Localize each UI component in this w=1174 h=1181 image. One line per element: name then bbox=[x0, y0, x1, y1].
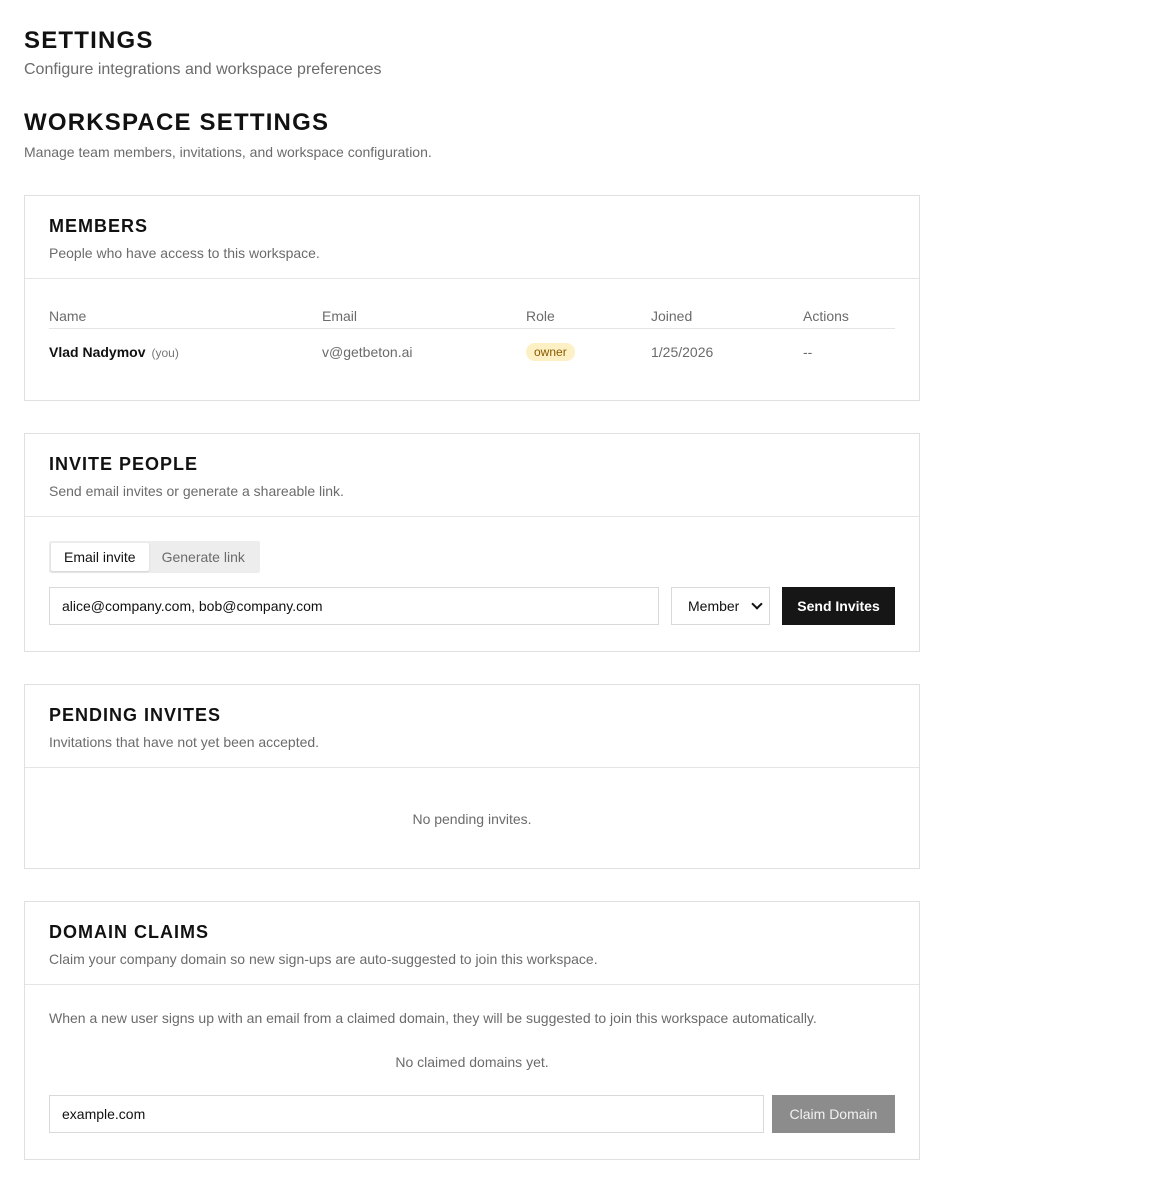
members-table-header bbox=[49, 301, 895, 329]
pending-header bbox=[25, 685, 919, 768]
pending-description: Invitations that have not yet been accepted. bbox=[49, 734, 320, 750]
members-table bbox=[49, 301, 895, 375]
member-joined: 1/25/2026 bbox=[651, 344, 714, 360]
column-header-joined: Joined bbox=[651, 307, 693, 324]
domain-body bbox=[25, 985, 919, 1157]
domain-info-text: When a new user signs up with an email from a claimed domain, they will be suggested to join this workspace automatically. bbox=[49, 1010, 817, 1026]
page-title: SETTINGS bbox=[24, 27, 154, 54]
column-header-actions: Actions bbox=[803, 307, 849, 324]
member-email: v@getbeton.ai bbox=[322, 344, 413, 360]
invite-description: Send email invites or generate a shareable link. bbox=[49, 483, 344, 499]
invite-header bbox=[25, 434, 919, 517]
invite-email-input[interactable] bbox=[49, 587, 659, 625]
invite-form-row bbox=[49, 587, 895, 625]
role-badge: owner bbox=[526, 343, 575, 361]
members-header bbox=[25, 196, 919, 279]
claim-domain-button[interactable]: Claim Domain bbox=[772, 1095, 895, 1133]
pending-invites-card bbox=[24, 684, 920, 869]
members-description: People who have access to this workspace. bbox=[49, 245, 320, 261]
page-subtitle: Configure integrations and workspace preferences bbox=[24, 61, 382, 78]
send-invites-button[interactable]: Send Invites bbox=[782, 587, 895, 625]
invite-title: INVITE PEOPLE bbox=[49, 454, 199, 474]
domain-claims-card bbox=[24, 901, 920, 1160]
invite-card bbox=[24, 433, 920, 652]
pending-empty-message: No pending invites. bbox=[412, 811, 532, 827]
member-role-cell bbox=[526, 343, 651, 361]
members-card bbox=[24, 195, 920, 401]
invite-body bbox=[25, 517, 919, 649]
role-select-value: Member bbox=[688, 598, 740, 614]
column-header-email: Email bbox=[322, 307, 358, 324]
workspace-settings-subtitle: Manage team members, invitations, and workspace configuration. bbox=[24, 144, 432, 160]
settings-page bbox=[24, 28, 920, 1160]
tab-generate-link[interactable]: Generate link bbox=[161, 549, 245, 565]
column-header-role: Role bbox=[526, 307, 555, 324]
pending-body bbox=[25, 768, 919, 852]
domain-title: DOMAIN CLAIMS bbox=[49, 922, 209, 942]
tab-email-invite[interactable]: Email invite bbox=[51, 543, 149, 571]
domain-empty-message: No claimed domains yet. bbox=[395, 1054, 549, 1070]
workspace-settings-title: WORKSPACE SETTINGS bbox=[24, 109, 330, 136]
member-name-cell bbox=[49, 344, 322, 360]
member-name: Vlad Nadymov bbox=[49, 344, 146, 360]
table-row bbox=[49, 329, 895, 375]
member-actions: -- bbox=[803, 344, 813, 360]
invite-tabs bbox=[49, 541, 260, 573]
chevron-down-icon bbox=[751, 598, 762, 609]
members-body bbox=[25, 279, 919, 399]
domain-header bbox=[25, 902, 919, 985]
domain-description: Claim your company domain so new sign-ups are auto-suggested to join this workspace. bbox=[49, 951, 598, 967]
column-header-name: Name bbox=[49, 307, 87, 324]
invite-role-select[interactable] bbox=[671, 587, 770, 625]
domain-form-row bbox=[49, 1095, 895, 1133]
you-tag: (you) bbox=[151, 346, 179, 360]
domain-input[interactable] bbox=[49, 1095, 764, 1133]
pending-title: PENDING INVITES bbox=[49, 705, 222, 725]
members-title: MEMBERS bbox=[49, 216, 149, 236]
